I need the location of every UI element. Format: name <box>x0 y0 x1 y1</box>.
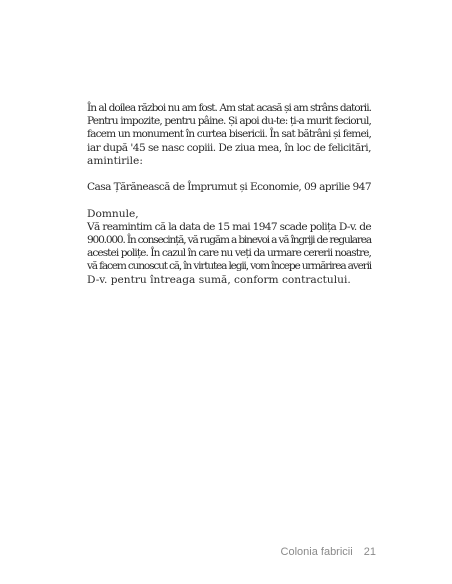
letter-body <box>87 221 371 287</box>
letter-salutation <box>87 208 371 221</box>
text-line: În al doilea război nu am fost. Am stat acasă și am strâns datorii. <box>87 102 371 114</box>
page-number: 21 <box>363 546 376 558</box>
text-line: amintirile: <box>87 154 143 167</box>
running-title: Colonia fabricii <box>280 546 353 558</box>
text-line: 900.000. În consecință, vă rugăm a binevoi a vă îngriji de regularea <box>87 234 371 246</box>
text-line: iar după '45 se nasc copiii. De ziua mea, în loc de felicitări, <box>87 141 371 154</box>
text-line: Casa Țărănească de Împrumut și Economie, 09 aprilie 947 <box>87 181 371 194</box>
body-text <box>87 102 371 300</box>
paragraph-intro <box>87 102 371 168</box>
text-line: Domnule, <box>87 207 139 220</box>
text-line: facem un monument în curtea bisericii. În sat bătrâni și femei, <box>87 128 371 141</box>
text-line: acestei polițe. În cazul în care nu veți da urmare cererii noastre, <box>87 247 371 260</box>
letter-header <box>87 181 371 194</box>
text-line: D-v. pentru întreaga sumă, conform contractului. <box>87 273 351 286</box>
text-line: vă facem cunoscut că, în virtutea legii, vom începe urmărirea averii <box>87 260 371 273</box>
page-footer <box>281 546 376 558</box>
text-line: Vă reamintim că la data de 15 mai 1947 scade polița D-v. de <box>87 220 371 233</box>
text-line: Pentru impozite, pentru pâine. Și apoi du-te: ți-a murit feciorul, <box>87 115 371 128</box>
